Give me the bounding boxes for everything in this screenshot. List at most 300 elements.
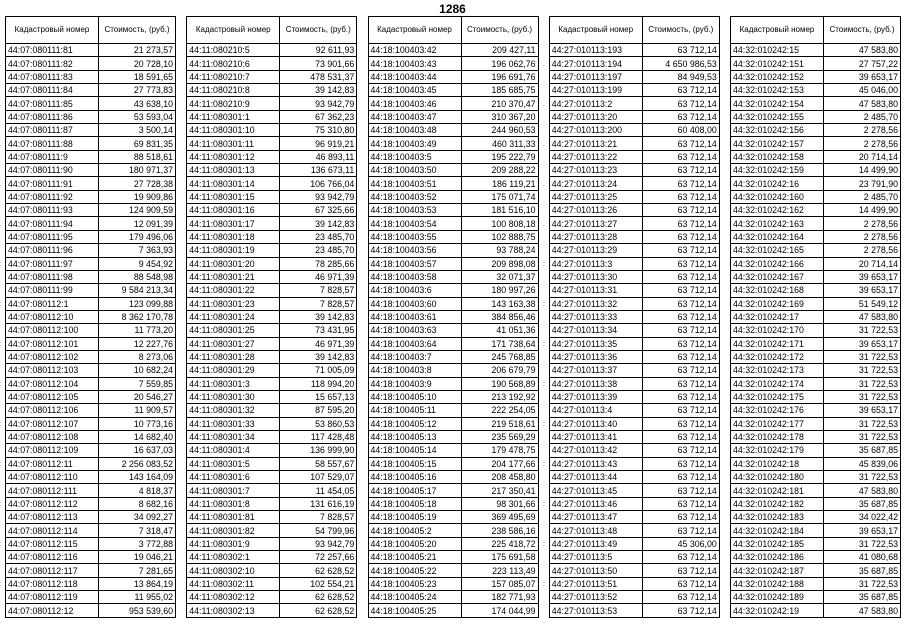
cadastral-number-cell: 44:27:010113:42 xyxy=(549,444,642,457)
cadastral-number-cell: 44:32:010242:186 xyxy=(731,551,824,564)
cost-cell: 238 586,16 xyxy=(461,524,538,537)
cost-cell: 63 712,14 xyxy=(642,390,719,403)
cadastral-number-cell: 44:11:080210:9 xyxy=(187,97,280,110)
cost-cell: 181 516,10 xyxy=(461,204,538,217)
table-row xyxy=(368,511,538,524)
cost-cell: 12 091,39 xyxy=(99,217,176,230)
cost-cell: 31 722,53 xyxy=(824,417,901,430)
cost-cell: 206 679,79 xyxy=(461,364,538,377)
cadastral-number-cell: 44:11:080301:10 xyxy=(187,124,280,137)
table-row xyxy=(368,350,538,363)
cost-cell: 47 583,80 xyxy=(824,44,901,57)
table-row xyxy=(549,217,719,230)
cost-cell: 75 310,80 xyxy=(280,124,357,137)
table-row xyxy=(549,417,719,430)
cadastral-number-cell: 44:18:100405:21 xyxy=(368,551,461,564)
table-row xyxy=(731,390,901,403)
cadastral-number-cell: 44:27:010113:37 xyxy=(549,364,642,377)
cadastral-number-cell: 44:11:080301:20 xyxy=(187,257,280,270)
cost-cell: 31 722,53 xyxy=(824,324,901,337)
cost-cell: 63 712,14 xyxy=(642,150,719,163)
table-row xyxy=(187,297,357,310)
cost-cell: 107 529,07 xyxy=(280,471,357,484)
cost-cell: 11 773,20 xyxy=(99,324,176,337)
table-row xyxy=(731,204,901,217)
table-row xyxy=(731,497,901,510)
table-row xyxy=(187,337,357,350)
table-row xyxy=(6,150,176,163)
cost-cell: 39 653,17 xyxy=(824,337,901,350)
cost-cell: 53 593,04 xyxy=(99,110,176,123)
cost-cell: 39 142,83 xyxy=(280,350,357,363)
table-row xyxy=(368,497,538,510)
cadastral-number-cell: 44:27:010113:30 xyxy=(549,270,642,283)
cadastral-number-cell: 44:18:100403:5 xyxy=(368,150,461,163)
table-row xyxy=(187,44,357,57)
cost-cell: 63 712,14 xyxy=(642,137,719,150)
cadastral-number-cell: 44:32:010242:151 xyxy=(731,57,824,70)
table-row xyxy=(731,244,901,257)
cadastral-number-cell: 44:11:080301:16 xyxy=(187,204,280,217)
table-row xyxy=(368,524,538,537)
cost-cell: 63 712,14 xyxy=(642,84,719,97)
cadastral-number-cell: 44:27:010113:35 xyxy=(549,337,642,350)
cadastral-number-cell: 44:11:080301:82 xyxy=(187,524,280,537)
table-row xyxy=(731,511,901,524)
table-row xyxy=(731,604,901,618)
table-row xyxy=(368,84,538,97)
cadastral-number-cell: 44:11:080301:18 xyxy=(187,230,280,243)
cadastral-number-cell: 44:32:010242:160 xyxy=(731,190,824,203)
header-cost: Стоимость, (руб.) xyxy=(99,17,176,44)
table-row xyxy=(731,444,901,457)
cost-cell: 93 942,79 xyxy=(280,190,357,203)
cost-cell: 63 712,14 xyxy=(642,457,719,470)
cadastral-number-cell: 44:18:100403:64 xyxy=(368,337,461,350)
cadastral-number-cell: 44:32:010242:179 xyxy=(731,444,824,457)
table-row xyxy=(368,230,538,243)
cadastral-number-cell: 44:32:010242:181 xyxy=(731,484,824,497)
cadastral-table-5 xyxy=(730,16,901,618)
cadastral-number-cell: 44:18:100403:57 xyxy=(368,257,461,270)
table-row xyxy=(368,551,538,564)
table-row xyxy=(6,364,176,377)
cost-cell: 136 999,90 xyxy=(280,444,357,457)
cadastral-number-cell: 44:11:080210:6 xyxy=(187,57,280,70)
cost-cell: 14 682,40 xyxy=(99,430,176,443)
cost-cell: 87 595,20 xyxy=(280,404,357,417)
cadastral-number-cell: 44:32:010242:178 xyxy=(731,430,824,443)
table-row xyxy=(368,430,538,443)
table-row xyxy=(6,284,176,297)
cost-cell: 63 712,14 xyxy=(642,511,719,524)
cadastral-number-cell: 44:27:010113:28 xyxy=(549,230,642,243)
table-row xyxy=(731,417,901,430)
table-row xyxy=(731,364,901,377)
table-row xyxy=(549,537,719,550)
table-row xyxy=(6,430,176,443)
table-row xyxy=(368,390,538,403)
cost-cell: 63 712,14 xyxy=(642,217,719,230)
cadastral-number-cell: 44:18:100403:9 xyxy=(368,377,461,390)
table-row xyxy=(187,257,357,270)
table-row xyxy=(6,270,176,283)
cadastral-number-cell: 44:27:010113:53 xyxy=(549,604,642,618)
cost-cell: 186 119,21 xyxy=(461,177,538,190)
cost-cell: 93 788,24 xyxy=(461,244,538,257)
table-row xyxy=(549,471,719,484)
cadastral-number-cell: 44:07:080111:84 xyxy=(6,84,99,97)
table-row xyxy=(368,457,538,470)
table-row xyxy=(549,324,719,337)
cadastral-number-cell: 44:11:080302:10 xyxy=(187,564,280,577)
cadastral-number-cell: 44:18:100403:56 xyxy=(368,244,461,257)
table-row xyxy=(187,244,357,257)
cadastral-number-cell: 44:18:100403:45 xyxy=(368,84,461,97)
cost-cell: 20 546,27 xyxy=(99,390,176,403)
table-row xyxy=(187,217,357,230)
cadastral-number-cell: 44:07:080112:115 xyxy=(6,537,99,550)
cost-cell: 31 722,53 xyxy=(824,537,901,550)
cost-cell: 204 177,66 xyxy=(461,457,538,470)
cost-cell: 180 971,37 xyxy=(99,164,176,177)
cadastral-number-cell: 44:27:010113:51 xyxy=(549,577,642,590)
cost-cell: 63 712,14 xyxy=(642,257,719,270)
table-row xyxy=(368,404,538,417)
cost-cell: 3 772,88 xyxy=(99,537,176,550)
cadastral-number-cell: 44:32:010242:182 xyxy=(731,497,824,510)
cost-cell: 217 350,41 xyxy=(461,484,538,497)
cadastral-number-cell: 44:11:080210:7 xyxy=(187,70,280,83)
table-row xyxy=(549,204,719,217)
cost-cell: 73 901,66 xyxy=(280,57,357,70)
cost-cell: 39 653,17 xyxy=(824,270,901,283)
cadastral-number-cell: 44:18:100405:15 xyxy=(368,457,461,470)
cost-cell: 7 363,93 xyxy=(99,244,176,257)
table-row xyxy=(368,417,538,430)
table-row xyxy=(368,310,538,323)
table-row xyxy=(731,471,901,484)
cost-cell: 478 531,37 xyxy=(280,70,357,83)
cadastral-number-cell: 44:11:080301:13 xyxy=(187,164,280,177)
table-row xyxy=(731,124,901,137)
cadastral-number-cell: 44:18:100405:10 xyxy=(368,390,461,403)
cadastral-number-cell: 44:07:080112:11 xyxy=(6,457,99,470)
cadastral-number-cell: 44:27:010113:20 xyxy=(549,110,642,123)
cost-cell: 63 712,14 xyxy=(642,110,719,123)
cost-cell: 18 591,65 xyxy=(99,70,176,83)
cost-cell: 41 051,36 xyxy=(461,324,538,337)
cadastral-number-cell: 44:11:080302:11 xyxy=(187,577,280,590)
table-row xyxy=(549,484,719,497)
cost-cell: 10 682,24 xyxy=(99,364,176,377)
table-row xyxy=(731,551,901,564)
cadastral-table-1 xyxy=(5,16,176,618)
cost-cell: 46 893,11 xyxy=(280,150,357,163)
table-row xyxy=(368,70,538,83)
table-row xyxy=(187,564,357,577)
cost-cell: 31 722,53 xyxy=(824,377,901,390)
cost-cell: 63 712,14 xyxy=(642,244,719,257)
table-row xyxy=(731,97,901,110)
cadastral-number-cell: 44:32:010242:184 xyxy=(731,524,824,537)
cost-cell: 63 712,14 xyxy=(642,350,719,363)
cost-cell: 63 712,14 xyxy=(642,564,719,577)
cadastral-number-cell: 44:32:010242:167 xyxy=(731,270,824,283)
table-row xyxy=(368,337,538,350)
table-row xyxy=(549,404,719,417)
table-row xyxy=(368,604,538,618)
table-row xyxy=(6,164,176,177)
cost-cell: 93 942,79 xyxy=(280,537,357,550)
header-cost: Стоимость, (руб.) xyxy=(461,17,538,44)
cost-cell: 384 856,46 xyxy=(461,310,538,323)
cadastral-number-cell: 44:07:080112:102 xyxy=(6,350,99,363)
cadastral-number-cell: 44:18:100405:16 xyxy=(368,471,461,484)
cadastral-number-cell: 44:07:080111:83 xyxy=(6,70,99,83)
cost-cell: 8 362 170,78 xyxy=(99,310,176,323)
table-row xyxy=(6,497,176,510)
cadastral-number-cell: 44:07:080112:106 xyxy=(6,404,99,417)
cost-cell: 73 431,95 xyxy=(280,324,357,337)
table-row xyxy=(187,84,357,97)
cost-cell: 2 485,70 xyxy=(824,190,901,203)
cost-cell: 63 712,14 xyxy=(642,417,719,430)
table-row xyxy=(549,70,719,83)
cadastral-number-cell: 44:18:100405:20 xyxy=(368,537,461,550)
table-row xyxy=(549,137,719,150)
table-header-row xyxy=(187,17,357,44)
cost-cell: 63 712,14 xyxy=(642,430,719,443)
cost-cell: 171 738,64 xyxy=(461,337,538,350)
cadastral-number-cell: 44:27:010113:38 xyxy=(549,377,642,390)
table-row xyxy=(187,310,357,323)
cost-cell: 123 099,88 xyxy=(99,297,176,310)
table-row xyxy=(6,591,176,604)
cadastral-number-cell: 44:32:010242:185 xyxy=(731,537,824,550)
cadastral-number-cell: 44:07:080112:103 xyxy=(6,364,99,377)
cadastral-number-cell: 44:07:080111:93 xyxy=(6,204,99,217)
table-row xyxy=(368,204,538,217)
cadastral-number-cell: 44:32:010242:183 xyxy=(731,511,824,524)
table-row xyxy=(368,190,538,203)
cadastral-number-cell: 44:18:100403:49 xyxy=(368,137,461,150)
cost-cell: 223 113,49 xyxy=(461,564,538,577)
cadastral-number-cell: 44:32:010242:171 xyxy=(731,337,824,350)
cadastral-number-cell: 44:18:100405:17 xyxy=(368,484,461,497)
cadastral-number-cell: 44:32:010242:165 xyxy=(731,244,824,257)
cost-cell: 208 458,80 xyxy=(461,471,538,484)
cost-cell: 8 682,16 xyxy=(99,497,176,510)
cadastral-number-cell: 44:27:010113:193 xyxy=(549,44,642,57)
table-row xyxy=(549,310,719,323)
cost-cell: 47 583,80 xyxy=(824,604,901,618)
cadastral-number-cell: 44:18:100403:51 xyxy=(368,177,461,190)
table-row xyxy=(6,484,176,497)
table-row xyxy=(187,591,357,604)
cadastral-number-cell: 44:07:080112:105 xyxy=(6,390,99,403)
cadastral-number-cell: 44:18:100403:52 xyxy=(368,190,461,203)
cadastral-number-cell: 44:07:080112:109 xyxy=(6,444,99,457)
cadastral-number-cell: 44:07:080112:110 xyxy=(6,471,99,484)
cadastral-number-cell: 44:32:010242:170 xyxy=(731,324,824,337)
cost-cell: 16 637,03 xyxy=(99,444,176,457)
cost-cell: 35 687,85 xyxy=(824,444,901,457)
cost-cell: 88 518,61 xyxy=(99,150,176,163)
table-row xyxy=(6,204,176,217)
table-row xyxy=(368,177,538,190)
cadastral-number-cell: 44:32:010242:173 xyxy=(731,364,824,377)
table-row xyxy=(549,377,719,390)
cost-cell: 63 712,14 xyxy=(642,551,719,564)
cost-cell: 244 960,53 xyxy=(461,124,538,137)
table-row xyxy=(549,337,719,350)
table-row xyxy=(6,564,176,577)
table-row xyxy=(187,471,357,484)
table-row xyxy=(6,457,176,470)
cost-cell: 63 712,14 xyxy=(642,324,719,337)
cadastral-number-cell: 44:07:080111:98 xyxy=(6,270,99,283)
cost-cell: 7 559,85 xyxy=(99,377,176,390)
cadastral-number-cell: 44:11:080301:23 xyxy=(187,297,280,310)
table-row xyxy=(368,110,538,123)
table-row xyxy=(549,551,719,564)
cadastral-number-cell: 44:11:080302:12 xyxy=(187,591,280,604)
table-row xyxy=(6,377,176,390)
cost-cell: 31 722,53 xyxy=(824,577,901,590)
cost-cell: 19 909,86 xyxy=(99,190,176,203)
cost-cell: 60 408,00 xyxy=(642,124,719,137)
table-row xyxy=(731,591,901,604)
table-row xyxy=(6,244,176,257)
cost-cell: 39 653,17 xyxy=(824,284,901,297)
cost-cell: 13 864,19 xyxy=(99,577,176,590)
cost-cell: 131 616,19 xyxy=(280,497,357,510)
cost-cell: 27 757,22 xyxy=(824,57,901,70)
cadastral-number-cell: 44:32:010242:163 xyxy=(731,217,824,230)
table-row xyxy=(731,84,901,97)
cost-cell: 102 554,21 xyxy=(280,577,357,590)
cadastral-number-cell: 44:07:080111:85 xyxy=(6,97,99,110)
cost-cell: 222 254,05 xyxy=(461,404,538,417)
table-row xyxy=(6,417,176,430)
cadastral-number-cell: 44:11:080301:28 xyxy=(187,350,280,363)
cadastral-tables xyxy=(5,16,901,618)
cost-cell: 34 092,27 xyxy=(99,511,176,524)
cost-cell: 10 773,16 xyxy=(99,417,176,430)
cadastral-number-cell: 44:32:010242:174 xyxy=(731,377,824,390)
cost-cell: 209 427,11 xyxy=(461,44,538,57)
table-row xyxy=(6,524,176,537)
cost-cell: 63 712,14 xyxy=(642,190,719,203)
cadastral-number-cell: 44:27:010113:40 xyxy=(549,417,642,430)
cost-cell: 63 712,14 xyxy=(642,297,719,310)
table-row xyxy=(549,284,719,297)
table-row xyxy=(549,444,719,457)
cost-cell: 93 942,79 xyxy=(280,97,357,110)
table-row xyxy=(6,177,176,190)
table-row xyxy=(549,430,719,443)
cost-cell: 69 831,35 xyxy=(99,137,176,150)
table-row xyxy=(187,404,357,417)
cadastral-number-cell: 44:27:010113:50 xyxy=(549,564,642,577)
table-row xyxy=(549,297,719,310)
cadastral-number-cell: 44:07:080111:94 xyxy=(6,217,99,230)
cost-cell: 47 583,80 xyxy=(824,97,901,110)
table-row xyxy=(6,84,176,97)
cost-cell: 210 370,47 xyxy=(461,97,538,110)
cost-cell: 71 005,09 xyxy=(280,364,357,377)
table-row xyxy=(368,564,538,577)
cadastral-number-cell: 44:18:100403:47 xyxy=(368,110,461,123)
cost-cell: 31 722,53 xyxy=(824,364,901,377)
cadastral-number-cell: 44:27:010113:21 xyxy=(549,137,642,150)
cost-cell: 7 828,57 xyxy=(280,511,357,524)
cadastral-number-cell: 44:27:010113:49 xyxy=(549,537,642,550)
cadastral-number-cell: 44:27:010113:52 xyxy=(549,591,642,604)
cadastral-number-cell: 44:18:100403:54 xyxy=(368,217,461,230)
table-row xyxy=(368,57,538,70)
table-row xyxy=(549,244,719,257)
cost-cell: 235 569,29 xyxy=(461,430,538,443)
cost-cell: 2 278,56 xyxy=(824,137,901,150)
cost-cell: 19 046,21 xyxy=(99,551,176,564)
cadastral-number-cell: 44:07:080112:114 xyxy=(6,524,99,537)
cost-cell: 953 539,60 xyxy=(99,604,176,618)
cost-cell: 31 722,53 xyxy=(824,471,901,484)
cadastral-number-cell: 44:07:080112:113 xyxy=(6,511,99,524)
table-row xyxy=(549,230,719,243)
table-row xyxy=(6,297,176,310)
cost-cell: 63 712,14 xyxy=(642,404,719,417)
cost-cell: 190 568,89 xyxy=(461,377,538,390)
cadastral-number-cell: 44:18:100403:6 xyxy=(368,284,461,297)
table-row xyxy=(731,404,901,417)
cost-cell: 11 955,02 xyxy=(99,591,176,604)
cadastral-number-cell: 44:07:080111:99 xyxy=(6,284,99,297)
table-row xyxy=(549,364,719,377)
cost-cell: 7 281,65 xyxy=(99,564,176,577)
header-cadastral-number: Кадастровый номер xyxy=(549,17,642,44)
cadastral-number-cell: 44:32:010242:162 xyxy=(731,204,824,217)
table-row xyxy=(549,270,719,283)
cost-cell: 4 650 986,53 xyxy=(642,57,719,70)
cadastral-number-cell: 44:07:080111:90 xyxy=(6,164,99,177)
table-row xyxy=(368,364,538,377)
table-row xyxy=(6,190,176,203)
cadastral-number-cell: 44:07:080111:95 xyxy=(6,230,99,243)
cadastral-number-cell: 44:18:100405:22 xyxy=(368,564,461,577)
cadastral-number-cell: 44:07:080112:107 xyxy=(6,417,99,430)
cost-cell: 182 771,93 xyxy=(461,591,538,604)
table-row xyxy=(368,284,538,297)
cadastral-number-cell: 44:32:010242:16 xyxy=(731,177,824,190)
table-row xyxy=(187,390,357,403)
cost-cell: 58 557,67 xyxy=(280,457,357,470)
table-row xyxy=(549,564,719,577)
cadastral-number-cell: 44:32:010242:19 xyxy=(731,604,824,618)
cost-cell: 84 949,53 xyxy=(642,70,719,83)
cost-cell: 45 306,00 xyxy=(642,537,719,550)
cost-cell: 118 994,20 xyxy=(280,377,357,390)
cost-cell: 63 712,14 xyxy=(642,524,719,537)
table-row xyxy=(549,390,719,403)
table-header-row xyxy=(6,17,176,44)
table-row xyxy=(368,324,538,337)
cadastral-number-cell: 44:18:100403:50 xyxy=(368,164,461,177)
cadastral-number-cell: 44:27:010113:34 xyxy=(549,324,642,337)
cadastral-number-cell: 44:11:080301:11 xyxy=(187,137,280,150)
